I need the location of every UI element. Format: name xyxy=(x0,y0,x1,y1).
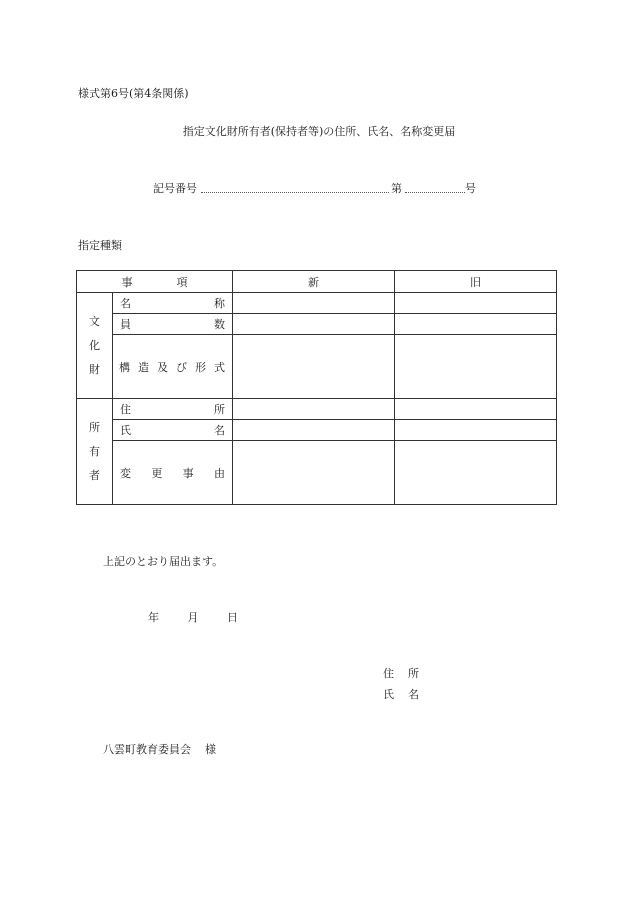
label-char: 造 xyxy=(138,360,149,374)
label-char: び xyxy=(176,360,187,374)
label-char: 氏 xyxy=(120,424,131,437)
designation-type-label: 指定種類 xyxy=(78,239,122,252)
group-char: 有 xyxy=(89,444,100,458)
owner-group-label xyxy=(77,399,113,505)
old-count-cell[interactable] xyxy=(395,314,557,335)
row-label-count xyxy=(113,314,233,335)
table-row xyxy=(77,399,557,420)
row-label-owner-name xyxy=(113,420,233,441)
header-item-char: 項 xyxy=(176,275,188,289)
label-char: 変 xyxy=(120,466,131,480)
number-blank xyxy=(405,192,465,193)
applicant-name-label xyxy=(383,686,419,707)
group-char: 文 xyxy=(89,314,100,328)
registration-number-blank xyxy=(201,192,389,193)
label-char: 及 xyxy=(157,360,168,374)
applicant-address-label xyxy=(383,665,419,686)
old-change-reason-cell[interactable] xyxy=(395,441,557,505)
gou-label: 号 xyxy=(465,182,476,195)
label-char: 名 xyxy=(120,297,131,310)
table-row xyxy=(77,293,557,314)
row-label-change-reason xyxy=(113,441,233,505)
change-form-table xyxy=(76,270,557,505)
new-address-cell[interactable] xyxy=(233,399,395,420)
label-char: 氏 xyxy=(383,688,394,701)
date-line xyxy=(148,609,238,625)
label-char: 式 xyxy=(214,360,225,374)
header-item-char: 事 xyxy=(121,275,133,289)
day-label: 日 xyxy=(227,611,238,624)
label-char: 称 xyxy=(214,297,225,310)
label-char: 所 xyxy=(408,667,419,680)
form-number-label: 様式第6号(第4条関係) xyxy=(78,87,189,100)
header-new: 新 xyxy=(233,271,395,293)
addressee-office: 八雲町教育委員会 xyxy=(103,743,191,756)
table-row xyxy=(77,335,557,399)
new-name-cell[interactable] xyxy=(233,293,395,314)
applicant-block xyxy=(383,665,419,707)
registration-number-line xyxy=(153,180,475,196)
table-header-row xyxy=(77,271,557,293)
group-char: 者 xyxy=(89,468,100,482)
row-label-name xyxy=(113,293,233,314)
label-char: 名 xyxy=(408,688,419,701)
group-char: 所 xyxy=(89,420,100,434)
cultural-property-group-label xyxy=(77,293,113,399)
registration-number-label: 記号番号 xyxy=(153,182,197,195)
label-char: 所 xyxy=(214,403,225,416)
label-char: 住 xyxy=(383,667,394,680)
new-structure-cell[interactable] xyxy=(233,335,395,399)
header-item xyxy=(77,271,233,293)
old-structure-cell[interactable] xyxy=(395,335,557,399)
document-title: 指定文化財所有者(保持者等)の住所、氏名、名称変更届 xyxy=(182,125,456,138)
group-char: 財 xyxy=(89,362,100,376)
old-owner-name-cell[interactable] xyxy=(395,420,557,441)
label-char: 住 xyxy=(120,403,131,416)
label-char: 由 xyxy=(213,466,225,480)
row-label-address xyxy=(113,399,233,420)
label-char: 事 xyxy=(182,466,194,480)
new-owner-name-cell[interactable] xyxy=(233,420,395,441)
old-address-cell[interactable] xyxy=(395,399,557,420)
addressee-honorific: 様 xyxy=(205,743,216,756)
row-label-structure xyxy=(113,335,233,399)
group-char: 化 xyxy=(89,338,100,352)
new-change-reason-cell[interactable] xyxy=(233,441,395,505)
dai-label: 第 xyxy=(391,182,402,195)
table-row xyxy=(77,441,557,505)
submission-statement: 上記のとおり届出ます。 xyxy=(103,555,224,568)
label-char: 名 xyxy=(214,424,225,437)
new-count-cell[interactable] xyxy=(233,314,395,335)
label-char: 更 xyxy=(151,466,163,480)
label-char: 数 xyxy=(214,318,225,331)
table-row xyxy=(77,420,557,441)
label-char: 構 xyxy=(119,360,130,374)
addressee xyxy=(103,741,216,757)
year-label: 年 xyxy=(148,611,159,624)
month-label: 月 xyxy=(187,611,199,624)
header-old: 旧 xyxy=(395,271,557,293)
label-char: 形 xyxy=(195,360,206,374)
table-row xyxy=(77,314,557,335)
label-char: 員 xyxy=(120,318,131,331)
old-name-cell[interactable] xyxy=(395,293,557,314)
